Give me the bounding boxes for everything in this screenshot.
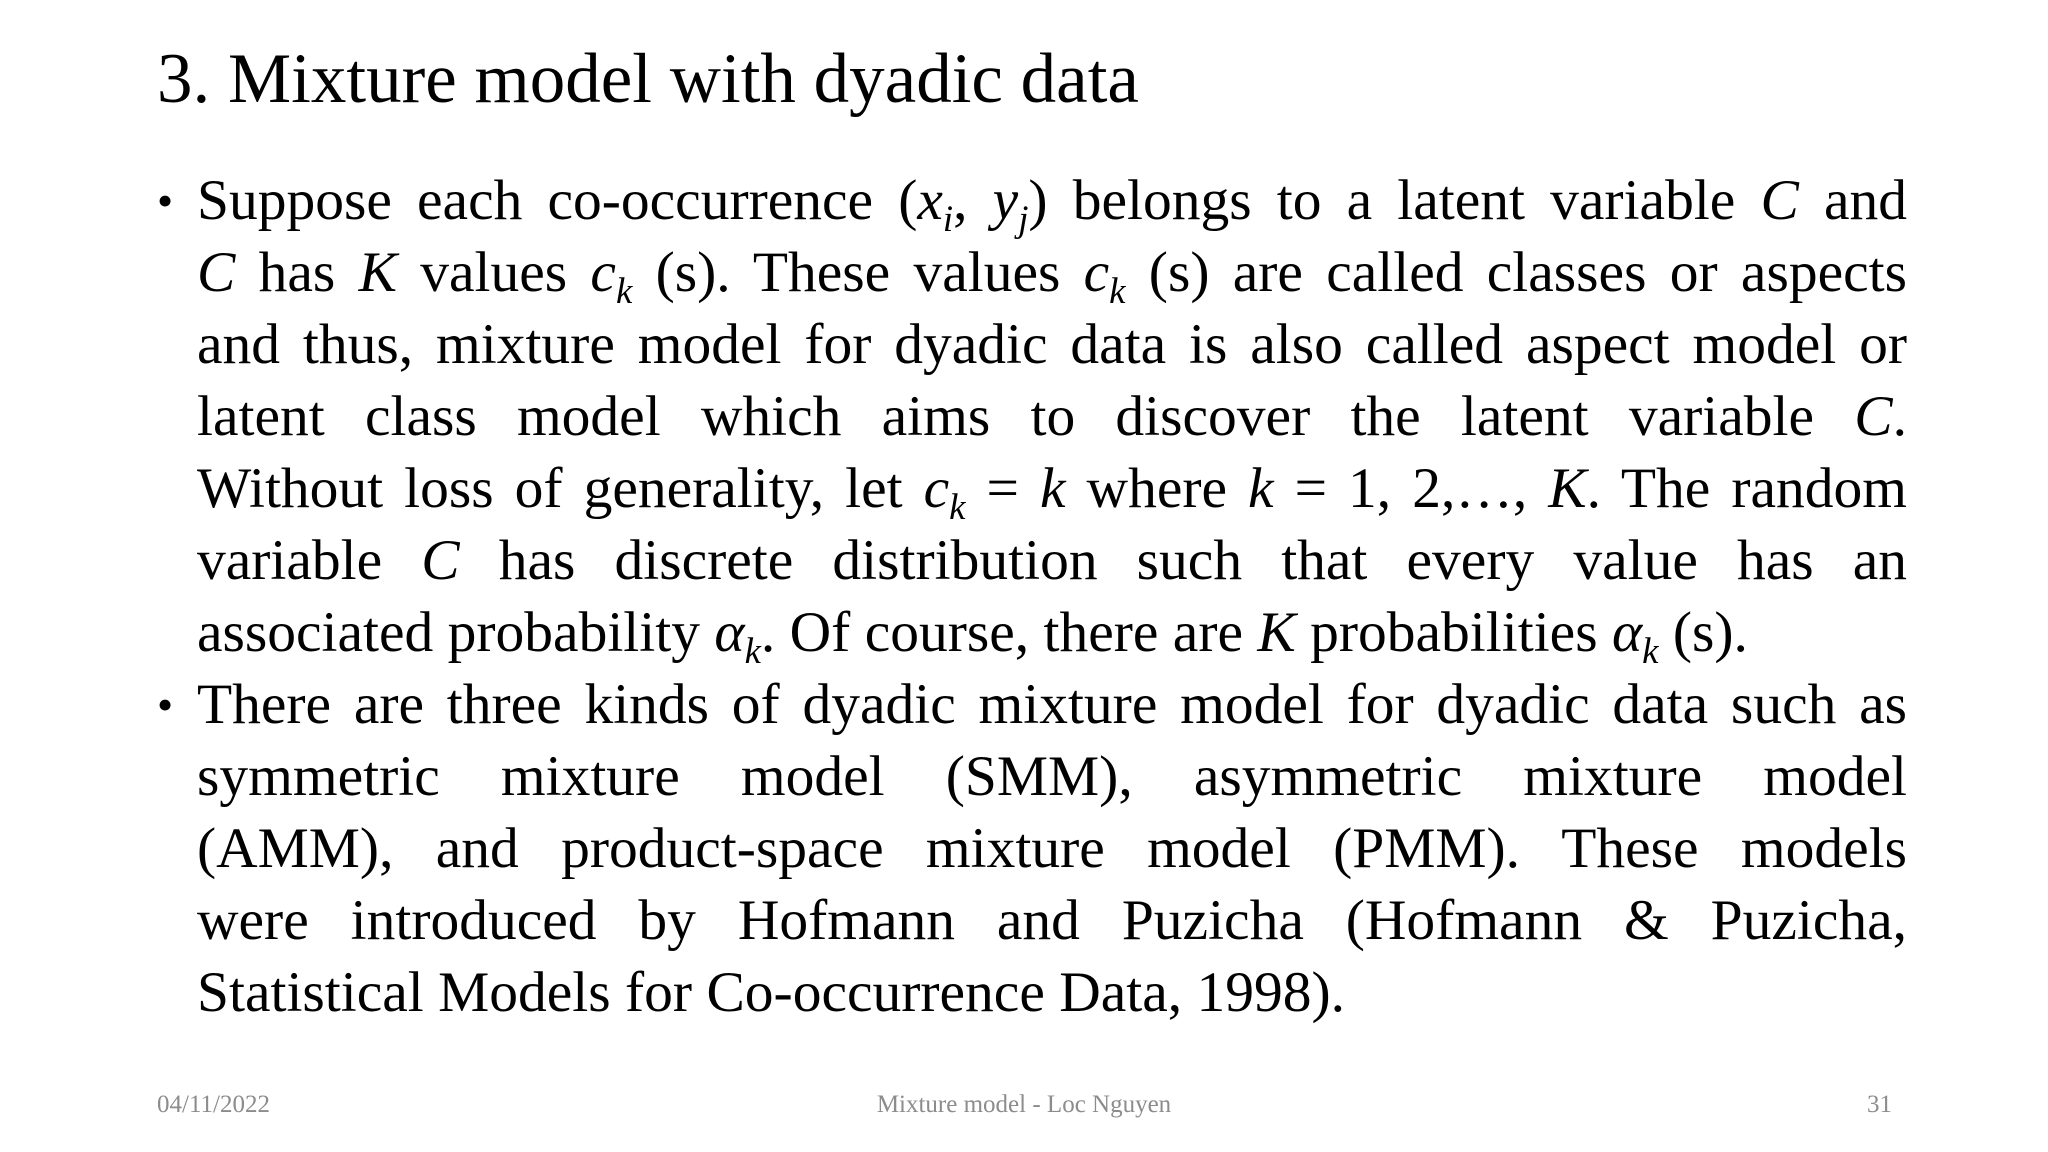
math-var: k: [1248, 457, 1274, 520]
math-var: K: [1548, 457, 1587, 520]
math-var: K: [1257, 601, 1296, 664]
text-run: and thus, mixture model for dyadic data is also called aspect model or: [197, 313, 1907, 376]
math-subscript: k: [1642, 629, 1659, 671]
text-run: probabilities: [1295, 601, 1612, 664]
text-run: . The random: [1586, 457, 1907, 520]
math-var: α: [1611, 601, 1643, 664]
math-subscript: j: [1018, 197, 1029, 239]
text-run: ) belongs to a latent variable: [1028, 169, 1761, 232]
text-run: values: [396, 241, 591, 304]
text-run: Suppose each co-occurrence (: [197, 169, 918, 232]
math-subscript: k: [949, 485, 966, 527]
bullet-item-1: [157, 165, 1907, 669]
text-line: (AMM), and product-space mixture model (PMM). These models: [197, 817, 1907, 880]
bullet-list: [157, 165, 1907, 1029]
text-run: has discrete distribution such that every value has an: [459, 529, 1907, 592]
text-run: has: [235, 241, 359, 304]
text-line: [197, 525, 1907, 597]
footer-title: Mixture model - Loc Nguyen: [876, 1091, 1172, 1118]
text-line: [197, 165, 1907, 237]
math-subscript: i: [942, 197, 954, 239]
math-var: x: [917, 169, 943, 232]
bullet-marker: •: [157, 679, 174, 730]
math-var: K: [358, 241, 397, 304]
text-run: associated probability: [197, 601, 715, 664]
text-run: (s) are called classes or aspects: [1125, 241, 1907, 304]
text-line: symmetric mixture model (SMM), asymmetric mixture model: [197, 745, 1907, 808]
math-var: k: [1040, 457, 1066, 520]
math-var: C: [421, 529, 460, 592]
text-line: [197, 309, 1907, 381]
bullet-item-2: [157, 669, 1907, 1029]
text-line: There are three kinds of dyadic mixture model for dyadic data such as: [197, 673, 1907, 736]
text-line: Statistical Models for Co-occurrence Data, 1998).: [197, 961, 1346, 1024]
text-run: ,: [953, 169, 993, 232]
math-var: C: [1760, 169, 1799, 232]
text-run: (s). These values: [632, 241, 1084, 304]
math-subscript: k: [1109, 269, 1126, 311]
text-run: =: [965, 457, 1040, 520]
text-line: [197, 381, 1907, 453]
math-subscript: k: [615, 269, 633, 311]
math-var: α: [714, 601, 745, 664]
slide-number: 31: [1867, 1091, 1892, 1118]
math-var: y: [992, 169, 1019, 232]
text-run: and: [1798, 169, 1907, 232]
text-line: [197, 453, 1907, 525]
bullet-marker: •: [157, 175, 174, 226]
text-line: [197, 237, 1907, 309]
text-run: variable: [197, 529, 422, 592]
text-run: . Of course, there are: [760, 601, 1258, 664]
slide-title: 3. Mixture model with dyadic data: [157, 40, 1139, 118]
footer-date: 04/11/2022: [157, 1091, 270, 1118]
math-subscript: k: [744, 629, 761, 671]
text-run: (s).: [1658, 601, 1748, 664]
text-run: where: [1065, 457, 1249, 520]
text-run: .: [1892, 385, 1907, 448]
math-var: c: [590, 241, 616, 304]
text-line: [197, 597, 1907, 669]
text-run: Without loss of generality, let: [197, 457, 924, 520]
math-var: c: [1083, 241, 1110, 304]
text-run: = 1, 2,…,: [1273, 457, 1549, 520]
math-var: C: [1854, 385, 1893, 448]
math-var: C: [197, 241, 236, 304]
text-line: were introduced by Hofmann and Puzicha (Hofmann & Puzicha,: [197, 889, 1907, 952]
math-var: c: [923, 457, 950, 520]
text-run: latent class model which aims to discover the latent variable: [197, 385, 1855, 448]
